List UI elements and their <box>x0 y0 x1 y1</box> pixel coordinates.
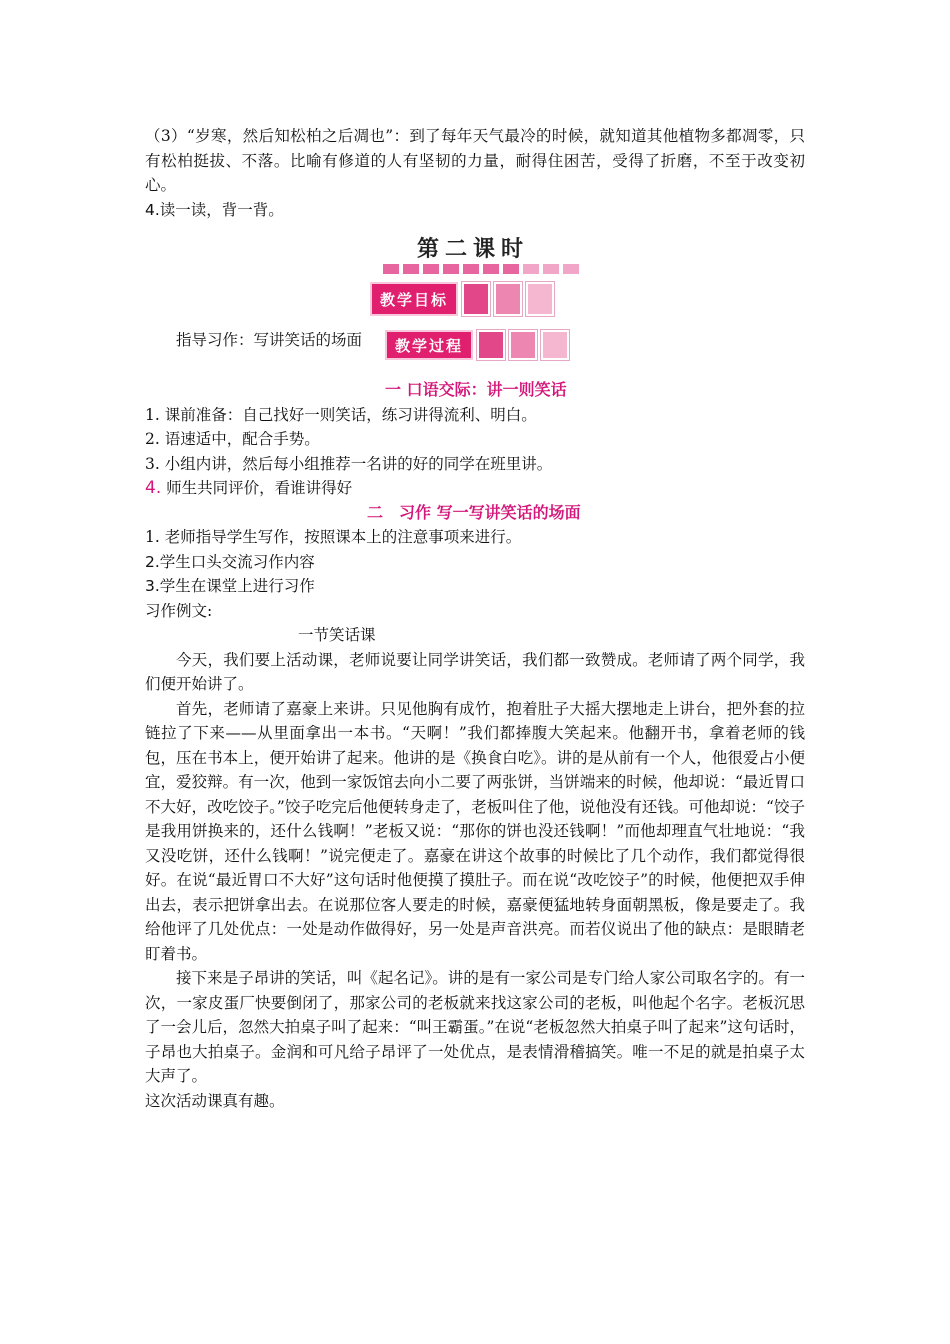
essay-closing: 这次活动课真有趣。 <box>145 1091 285 1110</box>
goal-text: 指导习作：写讲笑话的场面 <box>176 331 363 349</box>
section-1-item: 1. 课前准备：自己找好一则笑话，练习讲得流利、明白。 <box>145 405 537 424</box>
lesson-header <box>145 232 805 328</box>
decorative-dot-bar <box>383 264 579 274</box>
decor-square-mid <box>494 282 522 316</box>
document-page <box>145 124 805 1113</box>
section-2-item: 2.学生口头交流习作内容 <box>145 552 315 571</box>
item-4-number: 4. <box>145 478 162 498</box>
section-1-item-4 <box>145 476 805 501</box>
essay-paragraph: 首先，老师请了嘉豪上来讲。只见他胸有成竹，抱着肚子大摇大摆地走上讲台，把外套的拉链拉了下来——从里面拿出一本书。“天啊！”我们都捧腹大笑起来。他翻开书，拿着老师的钱包，压在书本上，便开始讲了起来。他讲的是《换食白吃》。讲的是从前有一个人，他很爱占小便宜，爱狡辩。有一次，他到一家饭馆去向小二要了两张饼，当饼端来的时候，他却说：“最近胃口不大好，改吃饺子。”饺子吃完后他便转身走了，老板叫住了他，说他没有还钱。可他却说：“饺子是我用饼换来的，还什么钱啊！”老板又说：“那你的饼也没还钱啊！”而他却理直气壮地说：“我又没吃饼，还什么钱啊！”说完便走了。嘉豪在讲这个故事的时候比了几个动作，我们都觉得很好。在说“最近胃口不大好”这句话时他便摸了摸肚子。而在说“改吃饺子”的时候，他便把双手伸出去，表示把饼拿出去。在说那位客人要走的时候，嘉豪便猛地转身面朝黑板，像是要走了。我给他评了几处优点：一处是动作做得好，另一处是声音洪亮。而若仪说出了他的缺点：是眼睛老盯着书。 <box>145 699 805 963</box>
section-2-title: 二 习作 写一写讲笑话的场面 <box>367 502 581 522</box>
section-2-item: 3.学生在课堂上进行习作 <box>145 577 315 595</box>
essay-paragraph: 今天，我们要上活动课，老师说要让同学讲笑话，我们都一致赞成。老师请了两个同学，我们便开始讲了。 <box>145 650 805 693</box>
item-4-text: 师生共同评价，看谁讲得好 <box>161 479 353 497</box>
section-1-title: 一 口语交际：讲一则笑话 <box>385 380 567 399</box>
decor-square-light <box>526 282 554 316</box>
process-tag: 教学过程 <box>385 330 473 360</box>
decor-square-mid <box>509 330 537 360</box>
decor-square-dark <box>477 330 505 360</box>
goal-tag-banner <box>370 282 554 316</box>
process-tag-banner <box>385 330 569 360</box>
example-label: 习作例文: <box>145 601 213 620</box>
decor-square-light <box>541 330 569 360</box>
goal-tag: 教学目标 <box>370 282 458 316</box>
intro-item-4: 4.读一读，背一背。 <box>145 200 284 219</box>
essay-paragraph: 接下来是子昂讲的笑话，叫《起名记》。讲的是有一家公司是专门给人家公司取名字的。有一次，一家皮蛋厂快要倒闭了，那家公司的老板就来找这家公司的老板，叫他起个名字。老板沉思了一会儿后，忽然大拍桌子叫了起来：“叫王霸蛋。”在说“老板忽然大拍桌子叫了起来”这句话时，子昂也大拍桌子。金润和可凡给子昂评了一处优点，是表情滑稽搞笑。唯一不足的就是拍桌子太大声了。 <box>145 969 805 1085</box>
section-1-item: 2. 语速适中，配合手势。 <box>145 430 320 448</box>
section-1-item: 3. 小组内讲，然后每小组推荐一名讲的好的同学在班里讲。 <box>145 454 553 473</box>
essay-title: 一节笑话课 <box>298 626 376 644</box>
decor-square-dark <box>462 282 490 316</box>
lesson-title: 第二课时 <box>417 237 530 262</box>
section-2-item: 1. 老师指导学生写作，按照课本上的注意事项来进行。 <box>145 528 522 546</box>
intro-item-3: （3）“岁寒，然后知松柏之后凋也”：到了每年天气最冷的时候，就知道其他植物多都凋零，只有松柏挺拔、不落。比喻有修道的人有坚韧的力量，耐得住困苦，受得了折磨，不至于改变初心。 <box>145 127 805 194</box>
